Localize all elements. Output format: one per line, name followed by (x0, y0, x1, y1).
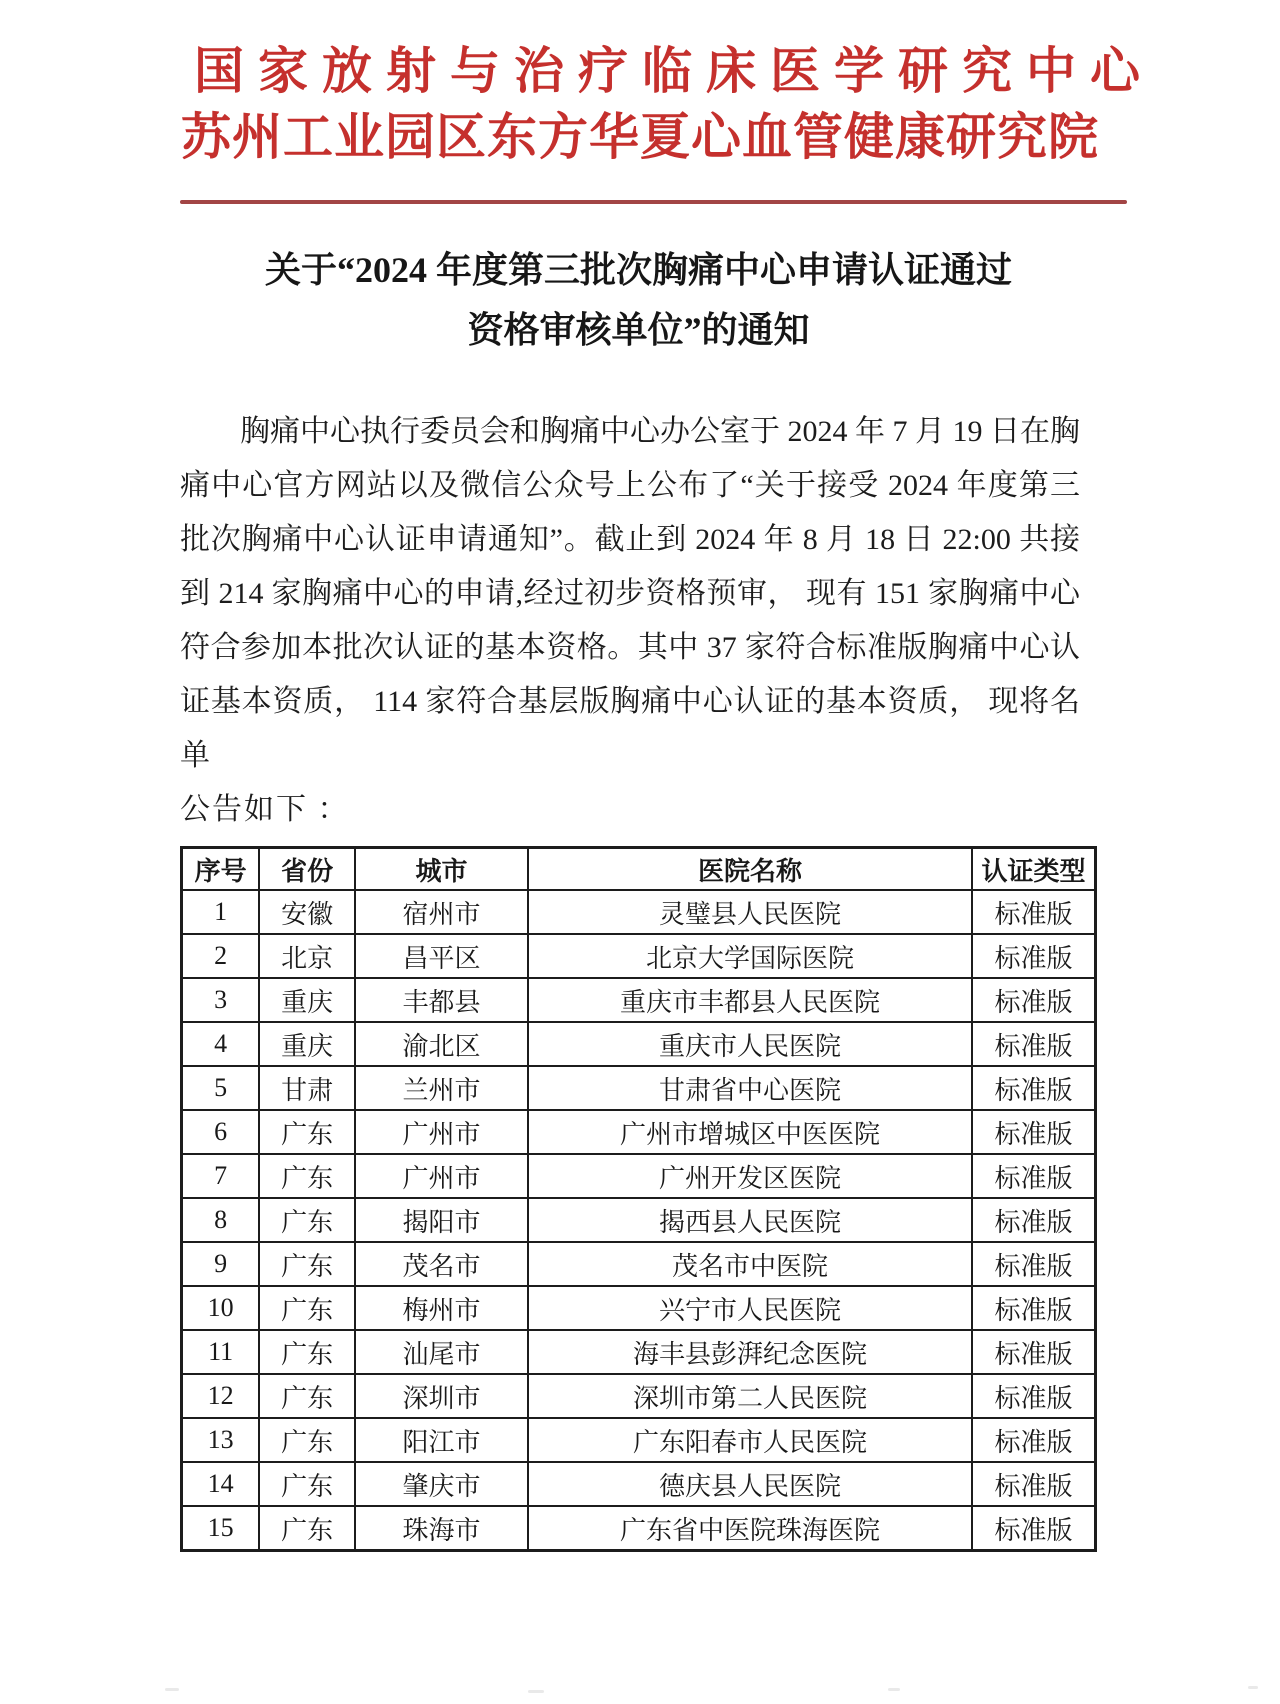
cell-hospital-name: 甘肃省中心医院 (528, 1066, 972, 1110)
cell-cert-type: 标准版 (972, 1330, 1095, 1374)
cell-province: 广东 (259, 1286, 355, 1330)
table-body (182, 890, 1096, 1551)
cell-province: 广东 (259, 1198, 355, 1242)
cell-seq-number: 12 (182, 1374, 260, 1418)
scan-artifact (165, 1688, 179, 1691)
cell-seq-number: 8 (182, 1198, 260, 1242)
table-row (182, 890, 1096, 934)
cell-city: 宿州市 (355, 890, 528, 934)
cell-hospital-name: 灵璧县人民医院 (528, 890, 972, 934)
cell-city: 肇庆市 (355, 1462, 528, 1506)
cell-seq-number: 2 (182, 934, 260, 978)
cell-seq-number: 5 (182, 1066, 260, 1110)
cell-city: 渝北区 (355, 1022, 528, 1066)
body-paragraph (180, 405, 1080, 837)
cell-cert-type: 标准版 (972, 1418, 1095, 1462)
cell-seq-number: 11 (182, 1330, 260, 1374)
cell-seq-number: 14 (182, 1462, 260, 1506)
cell-hospital-name: 广州开发区医院 (528, 1154, 972, 1198)
scan-artifact (1248, 1686, 1258, 1689)
cell-city: 兰州市 (355, 1066, 528, 1110)
table-row (182, 1418, 1096, 1462)
letterhead-line1: 国家放射与治疗临床医学研究中心 (194, 43, 1154, 99)
table-row (182, 1506, 1096, 1551)
cell-city: 阳江市 (355, 1418, 528, 1462)
body-line: 到 214 家胸痛中心的申请,经过初步资格预审， 现有 151 家胸痛中心 (180, 577, 1080, 610)
cell-seq-number: 6 (182, 1110, 260, 1154)
table-head (182, 848, 1096, 891)
cell-province: 重庆 (259, 978, 355, 1022)
cell-hospital-name: 兴宁市人民医院 (528, 1286, 972, 1330)
cell-cert-type: 标准版 (972, 1462, 1095, 1506)
body-line: 证基本资质， 114 家符合基层版胸痛中心认证的基本资质， 现将名单 (180, 685, 1080, 772)
notice-title-line2: 资格审核单位”的通知 (467, 310, 810, 350)
notice-title (180, 240, 1097, 360)
cell-city: 珠海市 (355, 1506, 528, 1551)
cell-seq-number: 13 (182, 1418, 260, 1462)
red-divider-line (180, 200, 1127, 204)
cell-city: 揭阳市 (355, 1198, 528, 1242)
cell-cert-type: 标准版 (972, 1242, 1095, 1286)
notice-title-line1: 关于“2024 年度第三批次胸痛中心申请认证通过 (264, 250, 1012, 290)
cell-hospital-name: 广东阳春市人民医院 (528, 1418, 972, 1462)
cell-hospital-name: 茂名市中医院 (528, 1242, 972, 1286)
cell-province: 安徽 (259, 890, 355, 934)
cell-province: 北京 (259, 934, 355, 978)
cell-province: 广东 (259, 1330, 355, 1374)
cell-province: 甘肃 (259, 1066, 355, 1110)
certification-table (180, 846, 1097, 1552)
cell-cert-type: 标准版 (972, 978, 1095, 1022)
cell-cert-type: 标准版 (972, 1066, 1095, 1110)
table-row (182, 1022, 1096, 1066)
cell-hospital-name: 重庆市人民医院 (528, 1022, 972, 1066)
scan-artifact (888, 1688, 900, 1691)
table-header-cell: 医院名称 (528, 848, 972, 891)
cell-province: 广东 (259, 1506, 355, 1551)
cell-cert-type: 标准版 (972, 890, 1095, 934)
cell-city: 丰都县 (355, 978, 528, 1022)
cell-hospital-name: 重庆市丰都县人民医院 (528, 978, 972, 1022)
body-line: 痛中心官方网站以及微信公众号上公布了“关于接受 2024 年度第三 (180, 469, 1080, 502)
cell-province: 广东 (259, 1242, 355, 1286)
table-row (182, 1374, 1096, 1418)
table-row (182, 1110, 1096, 1154)
scan-artifact (528, 1690, 544, 1693)
body-line: 批次胸痛中心认证申请通知”。截止到 2024 年 8 月 18 日 22:00 共接 (180, 523, 1080, 556)
cell-province: 广东 (259, 1418, 355, 1462)
cell-city: 茂名市 (355, 1242, 528, 1286)
cell-cert-type: 标准版 (972, 1110, 1095, 1154)
table-row (182, 1242, 1096, 1286)
cell-hospital-name: 海丰县彭湃纪念医院 (528, 1330, 972, 1374)
cell-city: 汕尾市 (355, 1330, 528, 1374)
cell-province: 广东 (259, 1374, 355, 1418)
cell-cert-type: 标准版 (972, 1154, 1095, 1198)
cell-hospital-name: 北京大学国际医院 (528, 934, 972, 978)
cell-seq-number: 9 (182, 1242, 260, 1286)
table-row (182, 934, 1096, 978)
table-header-row (182, 848, 1096, 891)
body-line: 符合参加本批次认证的基本资格。其中 37 家符合标准版胸痛中心认 (180, 631, 1080, 664)
cell-hospital-name: 揭西县人民医院 (528, 1198, 972, 1242)
cell-province: 广东 (259, 1154, 355, 1198)
table-header-cell: 认证类型 (972, 848, 1095, 891)
table-header-cell: 城市 (355, 848, 528, 891)
cell-city: 深圳市 (355, 1374, 528, 1418)
cell-cert-type: 标准版 (972, 1198, 1095, 1242)
cell-city: 广州市 (355, 1110, 528, 1154)
cell-cert-type: 标准版 (972, 1374, 1095, 1418)
table-row (182, 1154, 1096, 1198)
cell-province: 广东 (259, 1462, 355, 1506)
cell-cert-type: 标准版 (972, 1286, 1095, 1330)
table-row (182, 1330, 1096, 1374)
cell-cert-type: 标准版 (972, 1506, 1095, 1551)
cell-seq-number: 10 (182, 1286, 260, 1330)
table-row (182, 1066, 1096, 1110)
cell-seq-number: 15 (182, 1506, 260, 1551)
cell-hospital-name: 广东省中医院珠海医院 (528, 1506, 972, 1551)
table-row (182, 1198, 1096, 1242)
document-content (180, 0, 1154, 1552)
table-header-cell: 序号 (182, 848, 260, 891)
table-row (182, 978, 1096, 1022)
cell-hospital-name: 德庆县人民医院 (528, 1462, 972, 1506)
cell-province: 重庆 (259, 1022, 355, 1066)
body-line: 公告如下 ： (180, 793, 350, 826)
cell-hospital-name: 深圳市第二人民医院 (528, 1374, 972, 1418)
letterhead-line2: 苏州工业园区东方华夏心血管健康研究院 (181, 109, 1099, 165)
body-line: 胸痛中心执行委员会和胸痛中心办公室于 2024 年 7 月 19 日在胸 (240, 415, 1080, 448)
cell-city: 昌平区 (355, 934, 528, 978)
letterhead (180, 38, 1154, 170)
table-header-cell: 省份 (259, 848, 355, 891)
cell-province: 广东 (259, 1110, 355, 1154)
table-row (182, 1462, 1096, 1506)
cell-hospital-name: 广州市增城区中医医院 (528, 1110, 972, 1154)
cell-seq-number: 3 (182, 978, 260, 1022)
cell-city: 梅州市 (355, 1286, 528, 1330)
cell-seq-number: 7 (182, 1154, 260, 1198)
cell-seq-number: 1 (182, 890, 260, 934)
table-row (182, 1286, 1096, 1330)
cell-seq-number: 4 (182, 1022, 260, 1066)
cell-city: 广州市 (355, 1154, 528, 1198)
cell-cert-type: 标准版 (972, 1022, 1095, 1066)
cell-cert-type: 标准版 (972, 934, 1095, 978)
